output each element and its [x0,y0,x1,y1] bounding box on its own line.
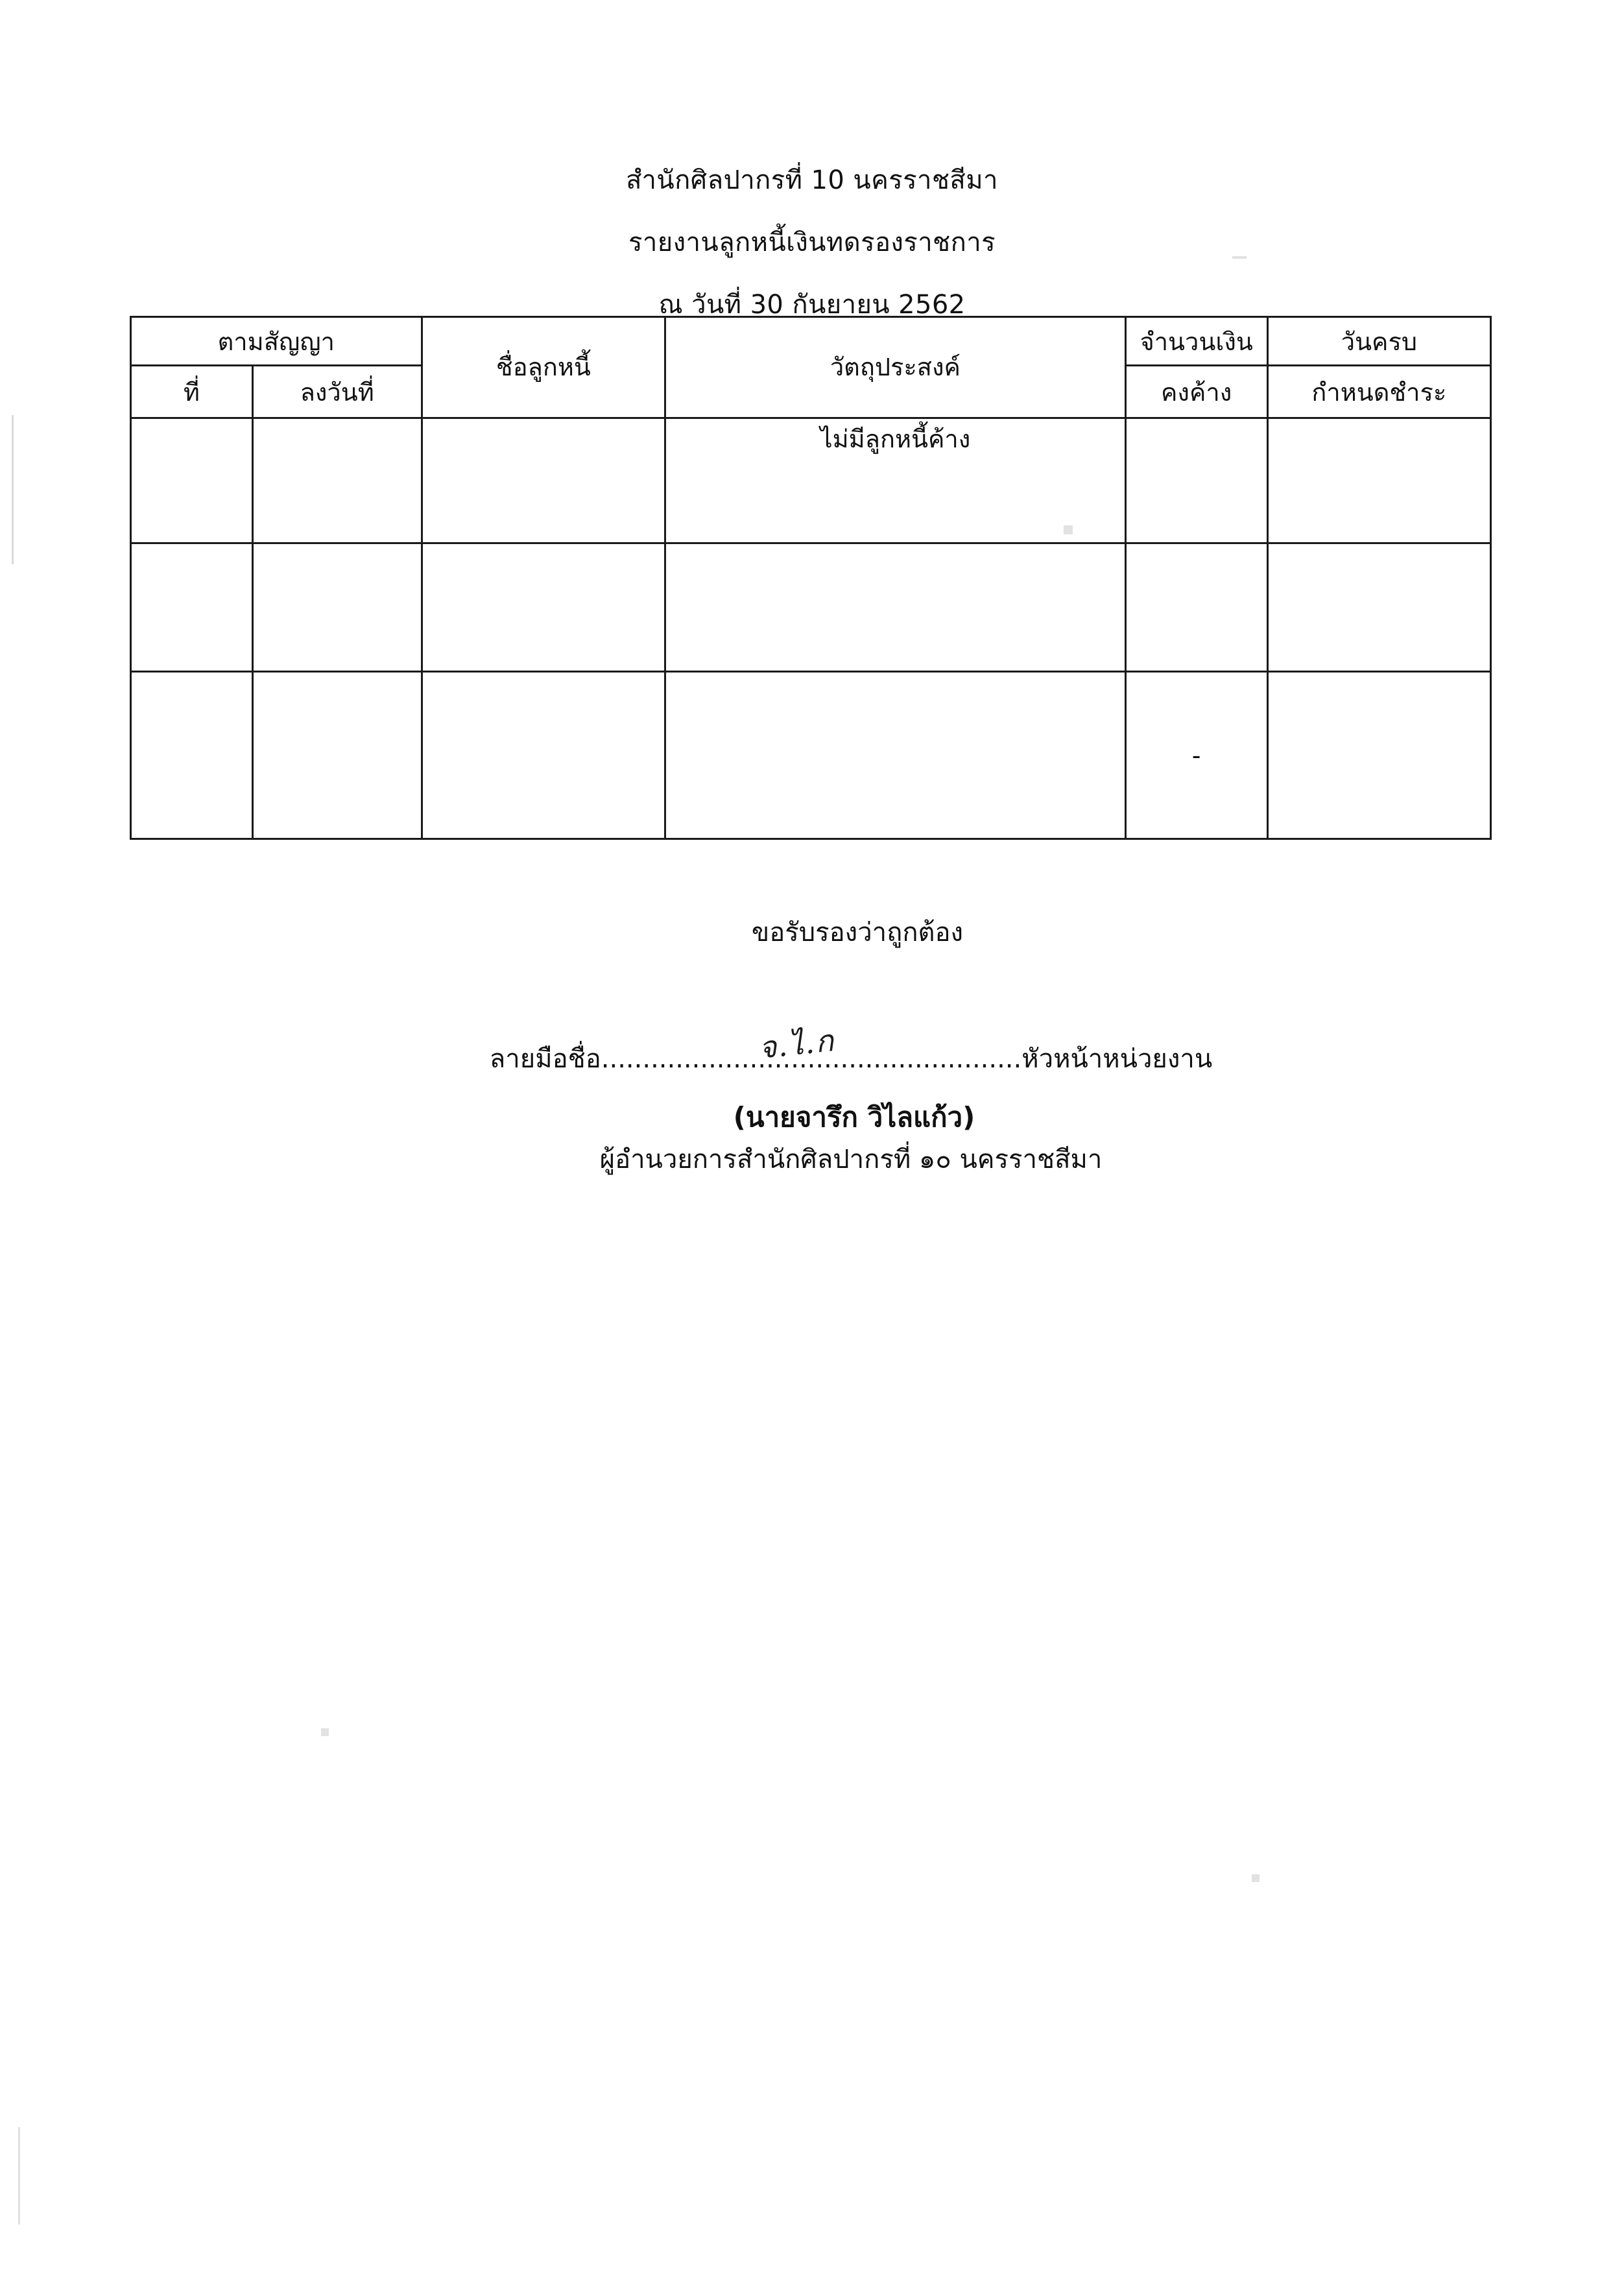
col-header-due-line2: กำหนดชำระ [1267,366,1490,418]
cell-due [1267,418,1490,543]
scan-artifact-left-lower [18,2127,20,2224]
cell-no [131,418,253,543]
cell-purpose [665,543,1125,672]
table-row [131,672,1491,839]
debtor-report-table [130,316,1492,840]
header-office-name: สำนักศิลปากรที่ 10 นครราชสีมา [626,165,998,195]
signature-label: ลายมือชื่อ [489,1044,601,1074]
scan-speck-lower-right [1252,1874,1260,1882]
signer-name: (นายจารึก วิไลแก้ว) [733,1101,975,1133]
cell-date [252,543,422,672]
signature-line [0,1023,1624,1079]
col-header-amount-line2: คงค้าง [1125,366,1267,418]
signature-dots-left: ........................ [601,1044,799,1074]
cell-date [252,672,422,839]
cell-no [131,543,253,672]
col-header-purpose: วัตถุประสงค์ [665,317,1125,418]
cell-due [1267,543,1490,672]
certification-line [0,911,1624,953]
cell-amount: - [1125,672,1267,839]
col-header-due-line1: วันครบ [1267,317,1490,366]
col-header-debtor-name: ชื่อลูกหนี้ [422,317,665,418]
cell-due [1267,672,1490,839]
table-row [131,543,1491,672]
signer-title: ผู้อำนวยการสำนักศิลปากรที่ ๑๐ นครราชสีมา [599,1145,1103,1174]
cell-date [252,418,422,543]
document-header [0,149,1624,336]
scan-artifact-left [12,415,14,564]
col-header-contract-group: ตามสัญญา [131,317,422,366]
signer-title-line [0,1138,1624,1180]
signer-name-line [0,1096,1624,1139]
signature-dots-right: ........................... [798,1044,1022,1074]
cell-purpose: ไม่มีลูกหนี้ค้าง [665,418,1125,543]
col-header-no: ที่ [131,366,253,418]
cell-debtor [422,672,665,839]
header-as-of-date: ณ วันที่ 30 กันยายน 2562 [658,290,966,320]
cell-purpose [665,672,1125,839]
certification-text: ขอรับรองว่าถูกต้อง [751,918,964,947]
cell-debtor [422,418,665,543]
cell-no [131,672,253,839]
header-report-title: รายงานลูกหนี้เงินทดรองราชการ [628,228,996,257]
handwritten-signature: จ.ไ.ก [757,1023,837,1066]
col-header-amount-line1: จำนวนเงิน [1125,317,1267,366]
cell-amount [1125,543,1267,672]
table-row [131,418,1491,543]
cell-amount [1125,418,1267,543]
scan-speck-lower-left [321,1728,329,1736]
col-header-contract-date: ลงวันที่ [252,366,422,418]
signature-role: หัวหน้าหน่วยงาน [1021,1044,1213,1074]
cell-debtor [422,543,665,672]
